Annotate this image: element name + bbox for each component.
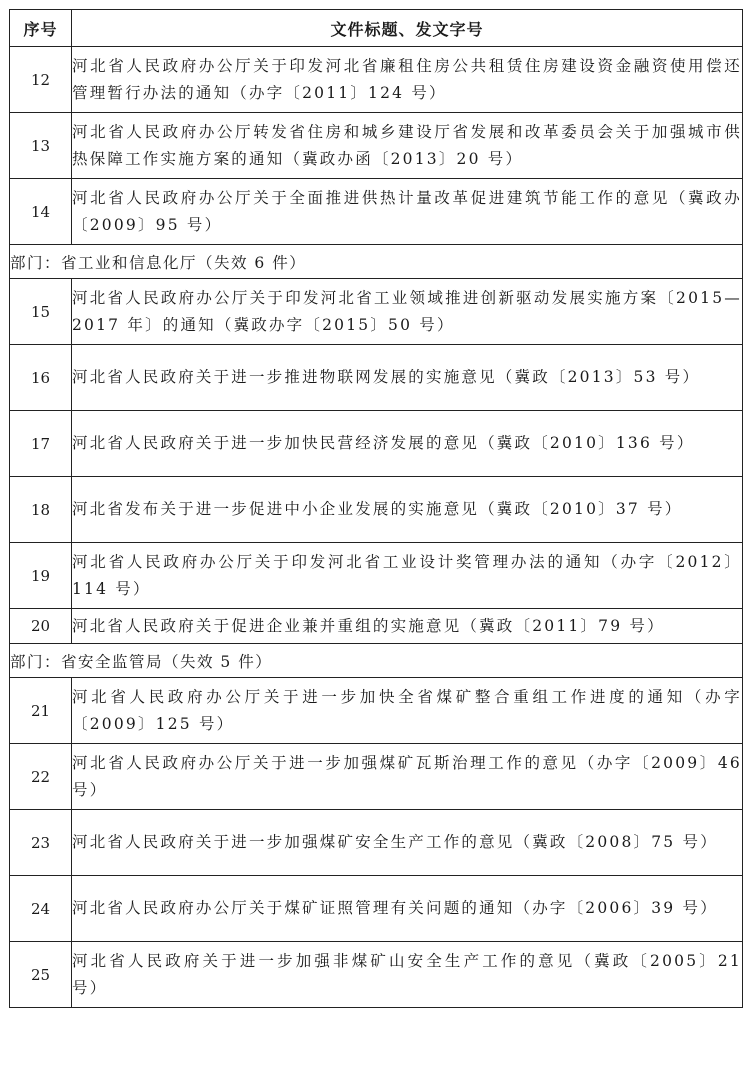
row-number: 25 — [10, 942, 72, 1008]
row-number: 14 — [10, 179, 72, 245]
table-row — [10, 810, 743, 876]
row-number: 15 — [10, 279, 72, 345]
department-heading: 部门：省安全监管局（失效 5 件） — [10, 644, 743, 678]
table-row — [10, 113, 743, 179]
table-row — [10, 876, 743, 942]
table-row — [10, 744, 743, 810]
document-title: 河北省人民政府办公厅关于进一步加强煤矿瓦斯治理工作的意见（办字〔2009〕46 号） — [72, 744, 743, 810]
table-row — [10, 279, 743, 345]
row-number: 22 — [10, 744, 72, 810]
table-row — [10, 179, 743, 245]
document-title: 河北省人民政府关于进一步加强非煤矿山安全生产工作的意见（冀政〔2005〕21 号） — [72, 942, 743, 1008]
row-number: 20 — [10, 609, 72, 644]
document-title: 河北省人民政府办公厅关于印发河北省工业领域推进创新驱动发展实施方案〔2015—2017 年〕的通知（冀政办字〔2015〕50 号） — [72, 279, 743, 345]
table-row — [10, 609, 743, 644]
document-title: 河北省人民政府办公厅关于煤矿证照管理有关问题的通知（办字〔2006〕39 号） — [72, 876, 743, 942]
header-title: 文件标题、发文字号 — [72, 10, 743, 47]
table-header-row — [10, 10, 743, 47]
row-number: 12 — [10, 47, 72, 113]
table-row — [10, 678, 743, 744]
header-number: 序号 — [10, 10, 72, 47]
document-title: 河北省人民政府关于进一步加强煤矿安全生产工作的意见（冀政〔2008〕75 号） — [72, 810, 743, 876]
document-title: 河北省人民政府办公厅关于全面推进供热计量改革促进建筑节能工作的意见（冀政办〔2009〕95 号） — [72, 179, 743, 245]
row-number: 17 — [10, 411, 72, 477]
department-heading: 部门：省工业和信息化厅（失效 6 件） — [10, 245, 743, 279]
document-list-table — [9, 9, 743, 1008]
department-row — [10, 245, 743, 279]
document-title: 河北省人民政府办公厅关于进一步加快全省煤矿整合重组工作进度的通知（办字〔2009〕125 号） — [72, 678, 743, 744]
table-row — [10, 411, 743, 477]
table-row — [10, 477, 743, 543]
row-number: 18 — [10, 477, 72, 543]
document-title: 河北省人民政府办公厅关于印发河北省廉租住房公共租赁住房建设资金融资使用偿还管理暂行办法的通知（办字〔2011〕124 号） — [72, 47, 743, 113]
document-title: 河北省人民政府办公厅关于印发河北省工业设计奖管理办法的通知（办字〔2012〕114 号） — [72, 543, 743, 609]
row-number: 24 — [10, 876, 72, 942]
document-title: 河北省发布关于进一步促进中小企业发展的实施意见（冀政〔2010〕37 号） — [72, 477, 743, 543]
row-number: 13 — [10, 113, 72, 179]
table-row — [10, 543, 743, 609]
document-title: 河北省人民政府办公厅转发省住房和城乡建设厅省发展和改革委员会关于加强城市供热保障工作实施方案的通知（冀政办函〔2013〕20 号） — [72, 113, 743, 179]
row-number: 16 — [10, 345, 72, 411]
table-row — [10, 942, 743, 1008]
document-title: 河北省人民政府关于进一步推进物联网发展的实施意见（冀政〔2013〕53 号） — [72, 345, 743, 411]
row-number: 21 — [10, 678, 72, 744]
row-number: 19 — [10, 543, 72, 609]
department-row — [10, 644, 743, 678]
document-title: 河北省人民政府关于进一步加快民营经济发展的意见（冀政〔2010〕136 号） — [72, 411, 743, 477]
row-number: 23 — [10, 810, 72, 876]
document-title: 河北省人民政府关于促进企业兼并重组的实施意见（冀政〔2011〕79 号） — [72, 609, 743, 644]
table-row — [10, 345, 743, 411]
table-row — [10, 47, 743, 113]
